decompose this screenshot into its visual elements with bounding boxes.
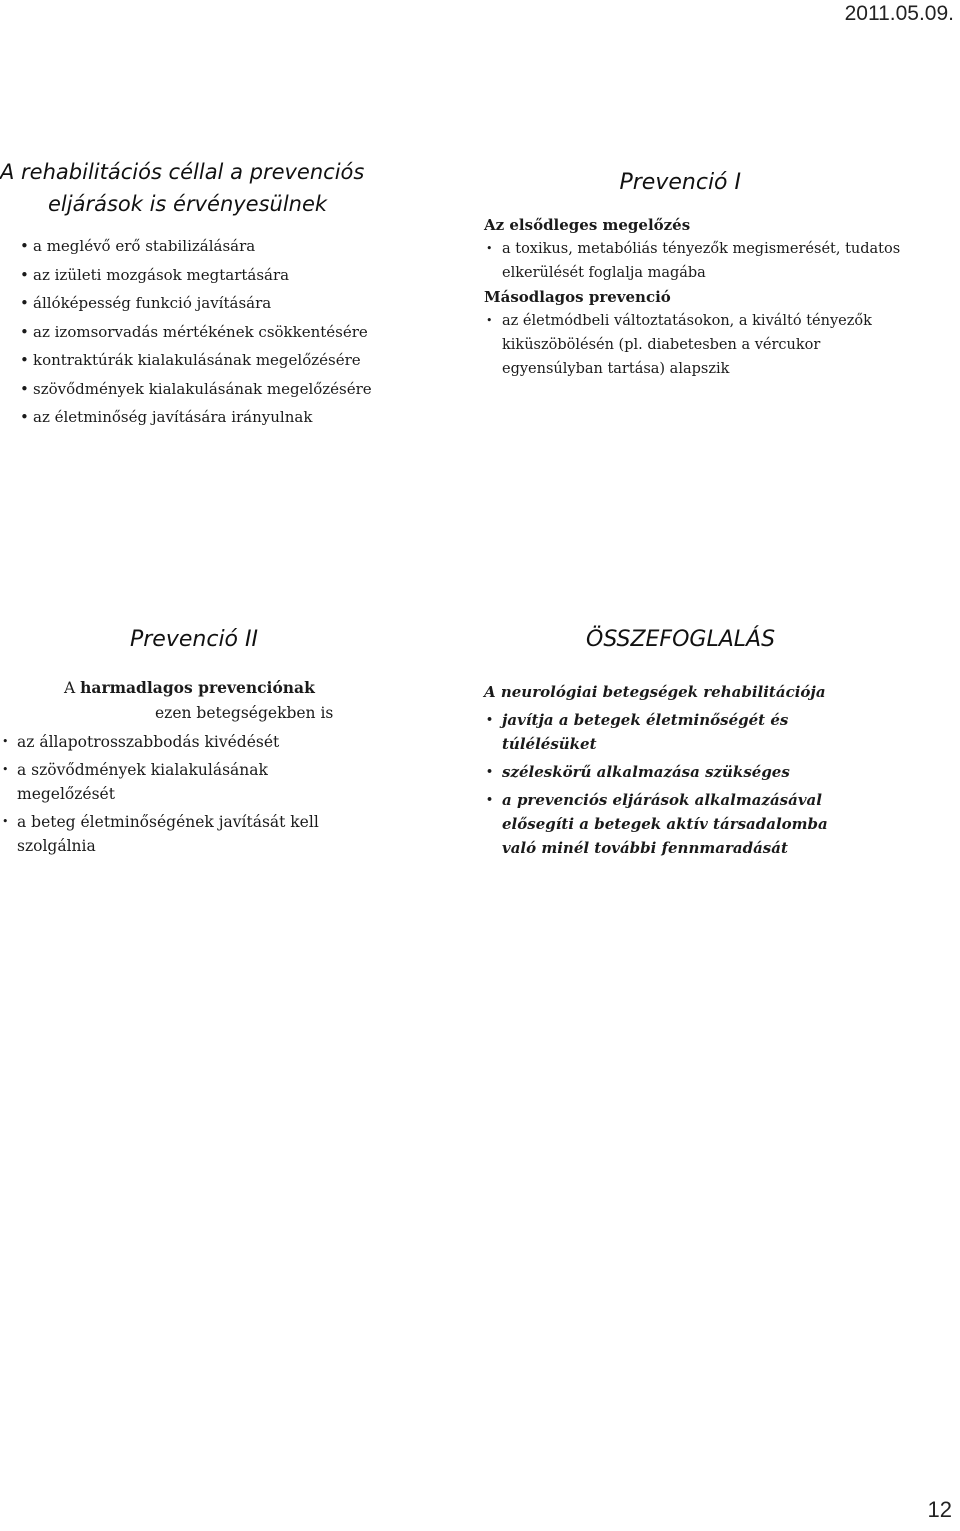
bullet-icon: • xyxy=(20,379,29,398)
secondary-prevention-heading: Másodlagos prevenció xyxy=(484,288,671,306)
tertiary-prevention-intro-line2: ezen betegségekben is xyxy=(155,704,334,722)
list-item-text: az életminőség javítására irányulnak xyxy=(33,408,313,426)
list-item-text: állóképesség funkció javítására xyxy=(33,294,272,312)
bullet-icon: • xyxy=(20,265,29,284)
bullet-icon: • xyxy=(486,314,493,327)
list-item-text: az izomsorvadás mértékének csökkentésére xyxy=(33,322,368,341)
slide-summary xyxy=(484,622,904,860)
slide4-bullet-list xyxy=(484,708,904,860)
bullet-icon: • xyxy=(2,735,9,748)
bullet-icon: • xyxy=(2,763,9,776)
list-item-text: a szövődmények kialakulásának megelőzését xyxy=(17,761,268,803)
slide-prevention-2 xyxy=(0,622,470,858)
tertiary-prevention-intro xyxy=(0,676,470,700)
bullet-icon: • xyxy=(2,815,9,828)
list-item xyxy=(0,261,470,290)
list-item xyxy=(0,375,470,404)
bullet-icon: • xyxy=(20,294,29,312)
list-item xyxy=(0,318,470,347)
list-item-text: a toxikus, metabóliás tényezők megismerését, tudatos elkerülését foglalja magába xyxy=(502,241,901,281)
list-item xyxy=(0,346,470,375)
list-item-text: a meglévő erő stabilizálására xyxy=(33,237,256,255)
header-date: 2011.05.09. xyxy=(844,2,954,25)
slide1-bullet-list xyxy=(0,232,470,432)
list-item-text: az életmódbeli változtatásokon, a kiváltó tényezők kiküszöbölésén (pl. diabetesben a vércukor egyensúlyban tartása) alapszik xyxy=(502,313,872,377)
bullet-icon: • xyxy=(486,793,494,806)
list-item xyxy=(0,730,470,754)
list-item xyxy=(0,810,470,858)
page-number: 12 xyxy=(927,1497,952,1522)
list-item-text: az állapotrosszabbodás kivédését xyxy=(17,733,280,751)
intro-prefix: A xyxy=(64,679,81,697)
slide1-title-line2: eljárások is érvényesülnek xyxy=(48,192,328,216)
list-item xyxy=(0,758,470,806)
slide1-title-line1: A rehabilitációs céllal a prevenciós xyxy=(0,160,365,184)
list-item-text: kontraktúrák kialakulásának megelőzésére xyxy=(33,351,361,369)
bullet-icon: • xyxy=(20,351,29,369)
list-item xyxy=(484,788,904,860)
list-item xyxy=(484,309,904,381)
list-item xyxy=(484,237,904,285)
list-item xyxy=(484,708,904,756)
bullet-icon: • xyxy=(20,408,29,426)
slide3-bullet-list xyxy=(0,730,470,858)
bullet-icon: • xyxy=(20,237,29,255)
bullet-icon: • xyxy=(486,713,494,726)
slide2-bullet-list-1 xyxy=(484,237,904,285)
summary-intro: A neurológiai betegségek rehabilitációja xyxy=(484,683,826,701)
list-item-text: szövődmények kialakulásának megelőzésére xyxy=(33,379,372,398)
slide-rehabilitation-prevention xyxy=(0,156,470,432)
list-item xyxy=(0,403,470,432)
intro-bold: harmadlagos prevenciónak xyxy=(80,678,315,697)
slide2-title: Prevenció I xyxy=(619,170,741,195)
list-item xyxy=(484,760,904,784)
list-item-text: az izületi mozgások megtartására xyxy=(33,265,290,284)
list-item-text: széleskörű alkalmazása szükséges xyxy=(502,763,790,781)
list-item-text: a beteg életminőségének javítását kell szolgálnia xyxy=(17,813,319,855)
bullet-icon: • xyxy=(20,322,29,341)
list-item xyxy=(0,232,470,261)
list-item xyxy=(0,289,470,318)
primary-prevention-heading: Az elsődleges megelőzés xyxy=(484,216,691,234)
list-item-text: a prevenciós eljárások alkalmazásával elősegíti a betegek aktív társadalomba való minél további fennmaradását xyxy=(502,791,828,857)
list-item-text: javítja a betegek életminőségét és túlélésüket xyxy=(502,711,789,753)
bullet-icon: • xyxy=(486,765,494,778)
slide-prevention-1 xyxy=(484,170,904,381)
slide3-title: Prevenció II xyxy=(130,627,258,652)
bullet-icon: • xyxy=(486,242,493,255)
slide1-title xyxy=(0,156,470,220)
slide4-title: ÖSSZEFOGLALÁS xyxy=(586,627,776,652)
slide2-bullet-list-2 xyxy=(484,309,904,381)
